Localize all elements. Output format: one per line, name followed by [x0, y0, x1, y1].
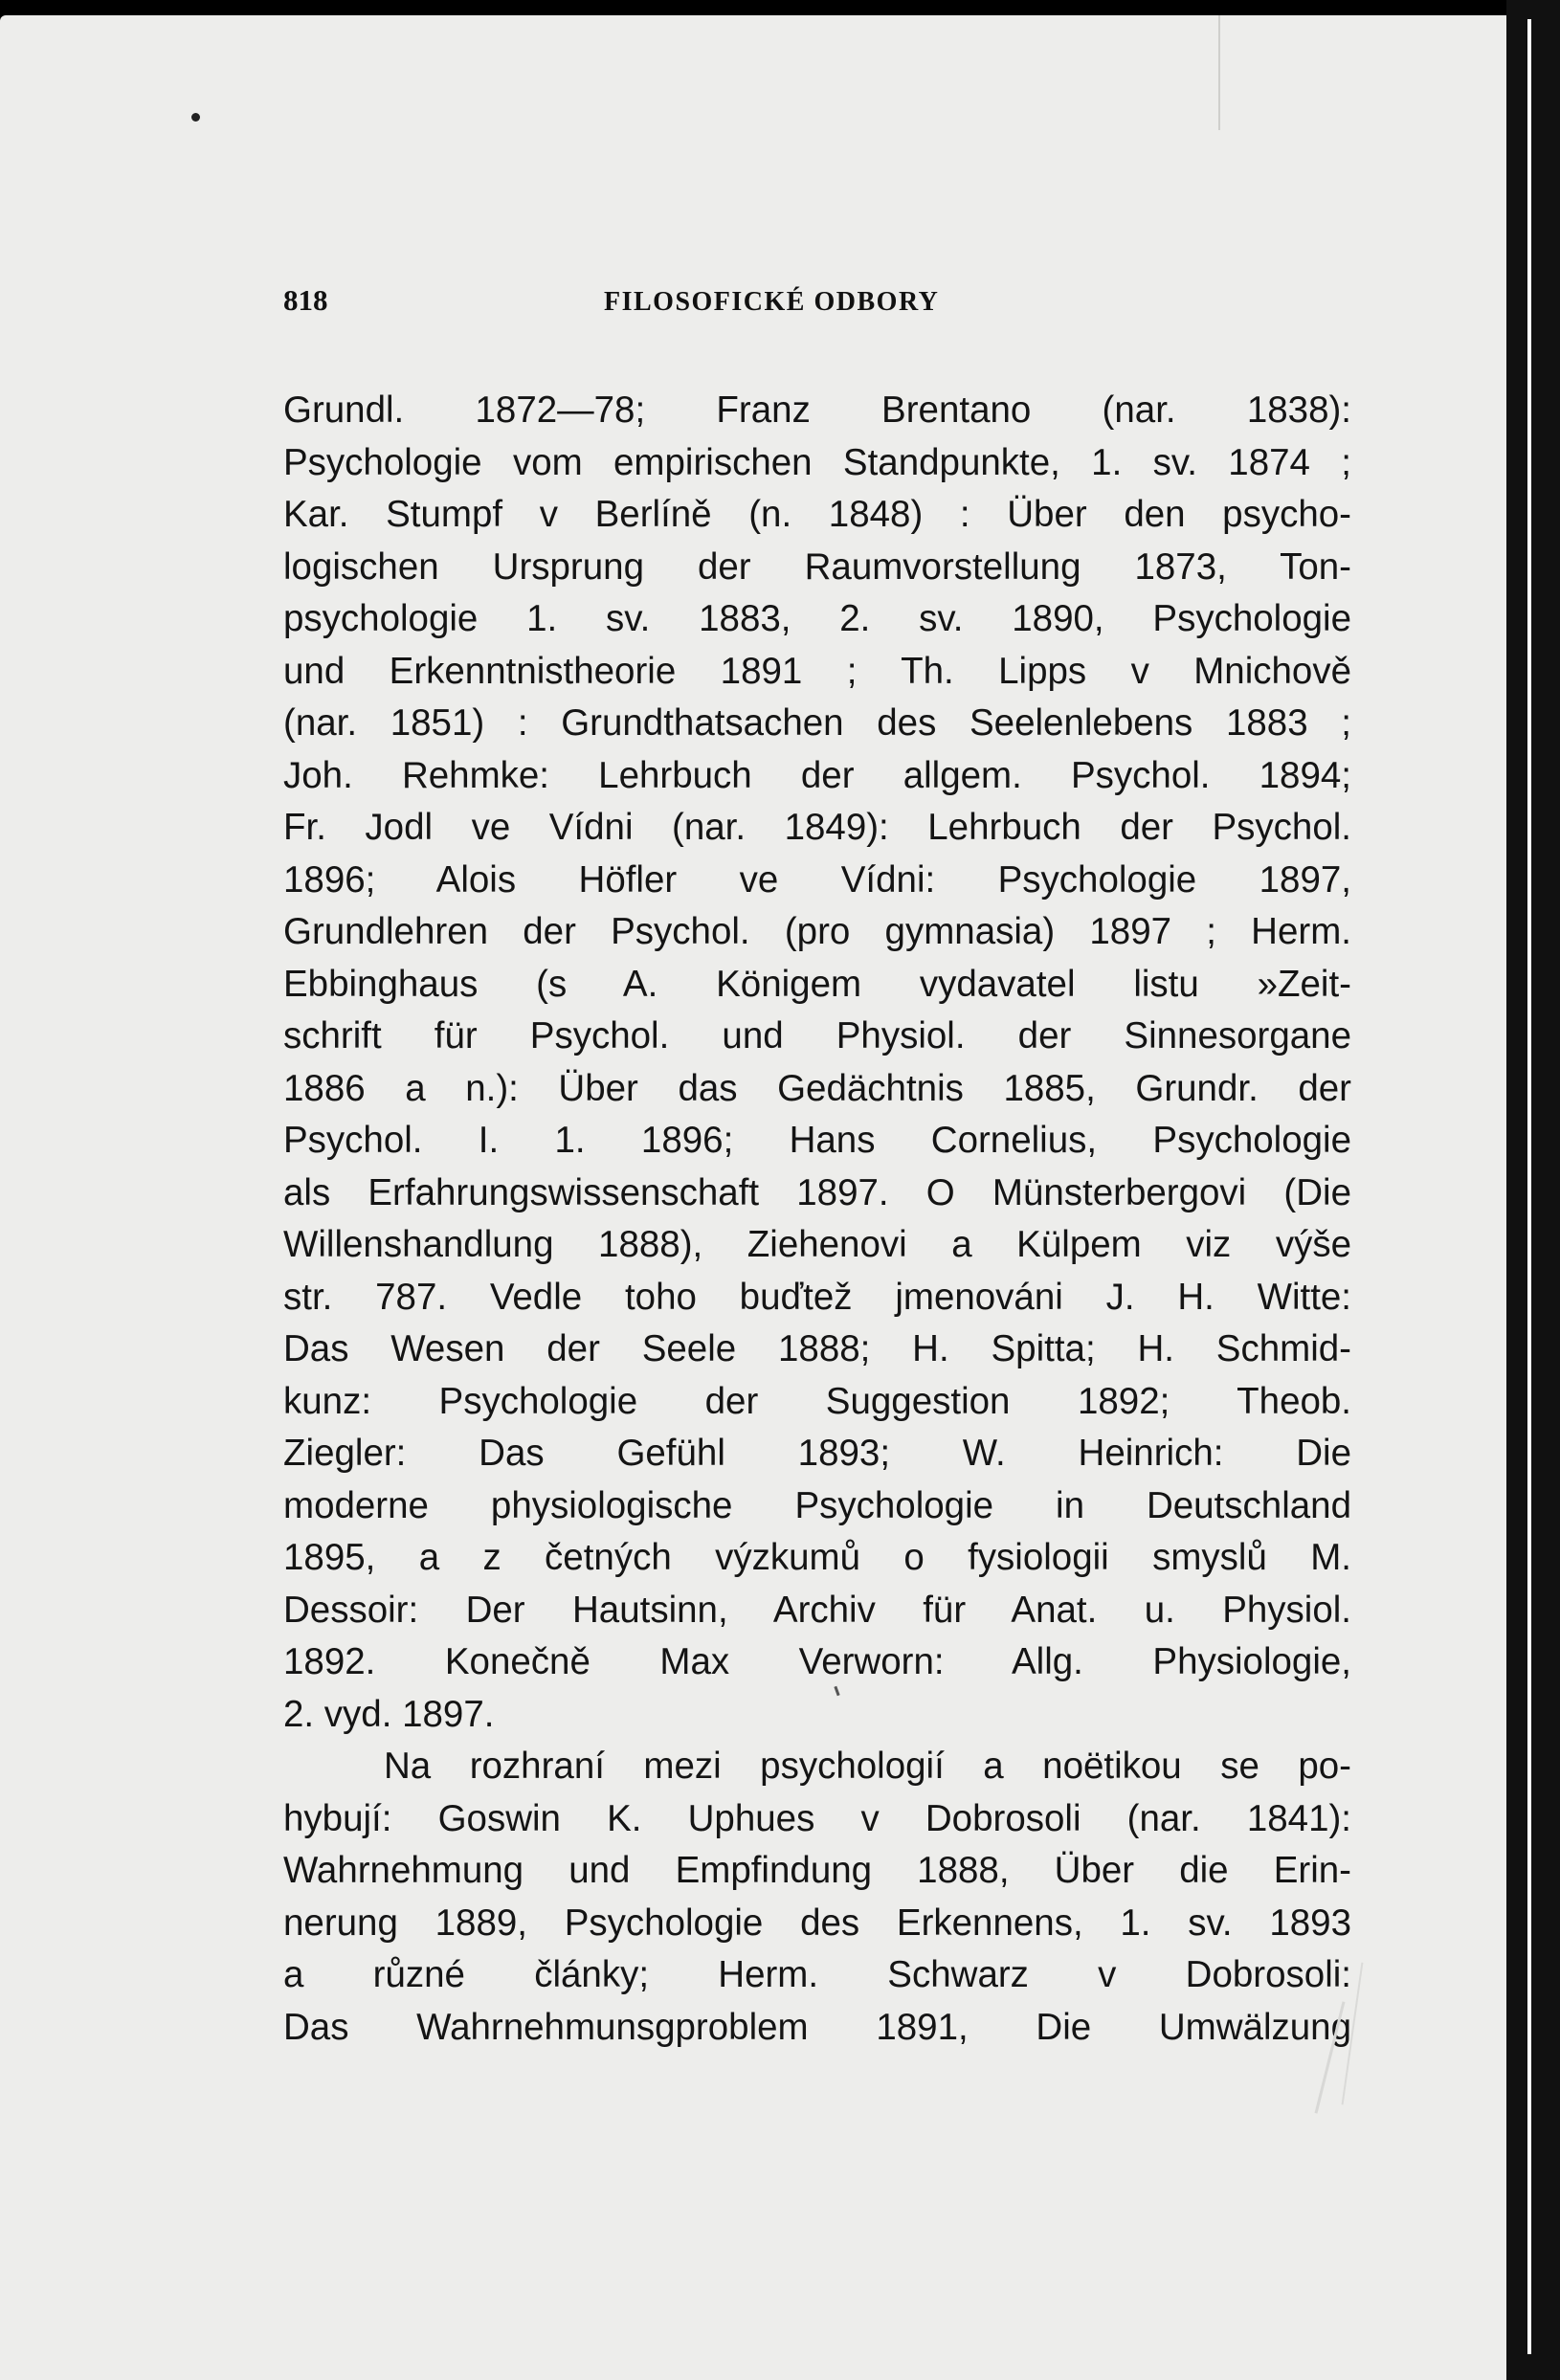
text-line: Kar. Stumpf v Berlíně (n. 1848) : Über den psycho- [283, 494, 1351, 535]
text-line: und Erkenntnistheorie 1891 ; Th. Lipps v Mnichově [283, 650, 1351, 692]
text-line: Joh. Rehmke: Lehrbuch der allgem. Psychol. 1894; [283, 754, 1351, 796]
text-line: Psychol. I. 1. 1896; Hans Cornelius, Psychologie [283, 1120, 1351, 1161]
page-number: 818 [283, 283, 328, 317]
text-line: Das Wahrnehmunsgproblem 1891, Die Umwälzung [283, 2006, 1351, 2048]
scan-edge-strip [1506, 0, 1560, 2380]
text-line: als Erfahrungswissenschaft 1897. O Münsterbergovi (Die [283, 1171, 1351, 1213]
text-line: Wahrnehmung und Empfindung 1888, Über die Erin- [283, 1850, 1351, 1891]
text-line: Psychologie vom empirischen Standpunkte, 1. sv. 1874 ; [283, 441, 1351, 483]
text-line: Fr. Jodl ve Vídni (nar. 1849): Lehrbuch der Psychol. [283, 807, 1351, 848]
text-line: moderne physiologische Psychologie in Deutschland [283, 1484, 1351, 1526]
text-line: Ziegler: Das Gefühl 1893; W. Heinrich: Die [283, 1433, 1351, 1474]
text-line: Ebbinghaus (s A. Königem vydavatel listu »Zeit- [283, 963, 1351, 1005]
text-line: str. 787. Vedle toho buďtež jmenováni J. H. Witte: [283, 1276, 1351, 1318]
body-text [283, 385, 1351, 2054]
text-line: nerung 1889, Psychologie des Erkennens, 1. sv. 1893 [283, 1902, 1351, 1944]
text-line: logischen Ursprung der Raumvorstellung 1873, Ton- [283, 545, 1351, 588]
text-line: kunz: Psychologie der Suggestion 1892; Theob. [283, 1380, 1351, 1422]
paragraph-end-line: 2. vyd. 1897. [283, 1693, 495, 1735]
running-head: FILOSOFICKÉ ODBORY [604, 287, 940, 317]
text-line: Willenshandlung 1888), Ziehenovi a Külpem viz výše [283, 1224, 1351, 1265]
page-crease [1218, 15, 1220, 130]
scan-edge-line [1527, 19, 1531, 2354]
text-line: Das Wesen der Seele 1888; H. Spitta; H. Schmid- [283, 1328, 1351, 1369]
text-line: a různé články; Herm. Schwarz v Dobrosoli: [283, 1954, 1351, 1995]
text-line: 1886 a n.): Über das Gedächtnis 1885, Grundr. der [283, 1067, 1351, 1109]
page-header [283, 283, 1355, 322]
paragraph-start-line: Na rozhraní mezi psychologií a noëtikou se po- [384, 1746, 1351, 1787]
text-line: (nar. 1851) : Grundthatsachen des Seelenlebens 1883 ; [283, 702, 1351, 744]
text-line: 1892. Konečně Max Verworn: Allg. Physiologie, [283, 1641, 1351, 1682]
text-line: 1895, a z četných výzkumů o fysiologii smyslů M. [283, 1537, 1351, 1578]
text-line: Grundlehren der Psychol. (pro gymnasia) 1897 ; Herm. [283, 911, 1351, 952]
ink-dot [191, 113, 200, 122]
text-line: schrift für Psychol. und Physiol. der Sinnesorgane [283, 1015, 1351, 1057]
text-line: hybují: Goswin K. Uphues v Dobrosoli (nar. 1841): [283, 1797, 1351, 1839]
text-line: Dessoir: Der Hautsinn, Archiv für Anat. u. Physiol. [283, 1589, 1351, 1631]
text-line: 1896; Alois Höfler ve Vídni: Psychologie 1897, [283, 858, 1351, 901]
text-line: Grundl. 1872—78; Franz Brentano (nar. 1838): [283, 389, 1351, 431]
text-line: psychologie 1. sv. 1883, 2. sv. 1890, Psychologie [283, 598, 1351, 639]
